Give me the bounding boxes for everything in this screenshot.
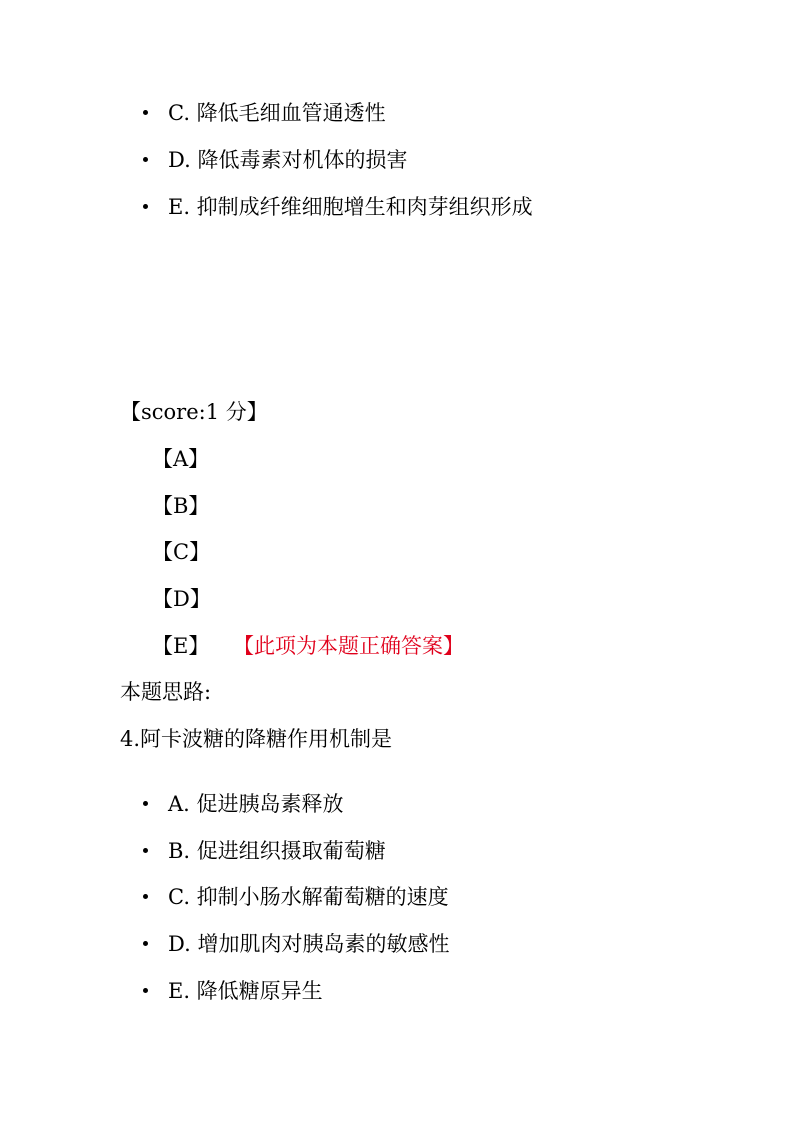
list-item: [168, 930, 449, 958]
choice-b: 【B】: [152, 494, 210, 518]
option-text: D. 增加肌肉对胰岛素的敏感性: [168, 932, 450, 956]
question-text: 4.阿卡波糖的降糖作用机制是: [120, 727, 393, 751]
bullet-icon: [143, 157, 148, 162]
explanation-label: 本题思路:: [120, 680, 212, 704]
list-item: [168, 99, 386, 127]
choice-e: 【E】: [152, 634, 210, 658]
choice-d: 【D】: [152, 587, 211, 611]
list-item: [168, 837, 386, 865]
bullet-icon: [143, 848, 148, 853]
option-text: C. 抑制小肠水解葡萄糖的速度: [168, 885, 449, 909]
bullet-icon: [143, 988, 148, 993]
correct-answer-note: 【此项为本题正确答案】: [233, 634, 464, 658]
option-text: D. 降低毒素对机体的损害: [168, 148, 408, 172]
bullet-icon: [143, 941, 148, 946]
list-item: [168, 146, 407, 174]
choice-a: 【A】: [152, 447, 210, 471]
score-label: 【score:1 分】: [120, 400, 268, 424]
option-text: B. 促进组织摄取葡萄糖: [168, 839, 386, 863]
choice-c: 【C】: [152, 540, 211, 564]
bullet-icon: [143, 801, 148, 806]
option-text: E. 降低糖原异生: [168, 979, 323, 1003]
list-item: [168, 883, 449, 911]
option-text: A. 促进胰岛素释放: [168, 792, 344, 816]
list-item: [168, 790, 344, 818]
bullet-icon: [143, 204, 148, 209]
bullet-icon: [143, 110, 148, 115]
option-text: C. 降低毛细血管通透性: [168, 101, 386, 125]
list-item: [168, 193, 533, 221]
option-text: E. 抑制成纤维细胞增生和肉芽组织形成: [168, 195, 533, 219]
list-item: [168, 977, 323, 1005]
bullet-icon: [143, 894, 148, 899]
